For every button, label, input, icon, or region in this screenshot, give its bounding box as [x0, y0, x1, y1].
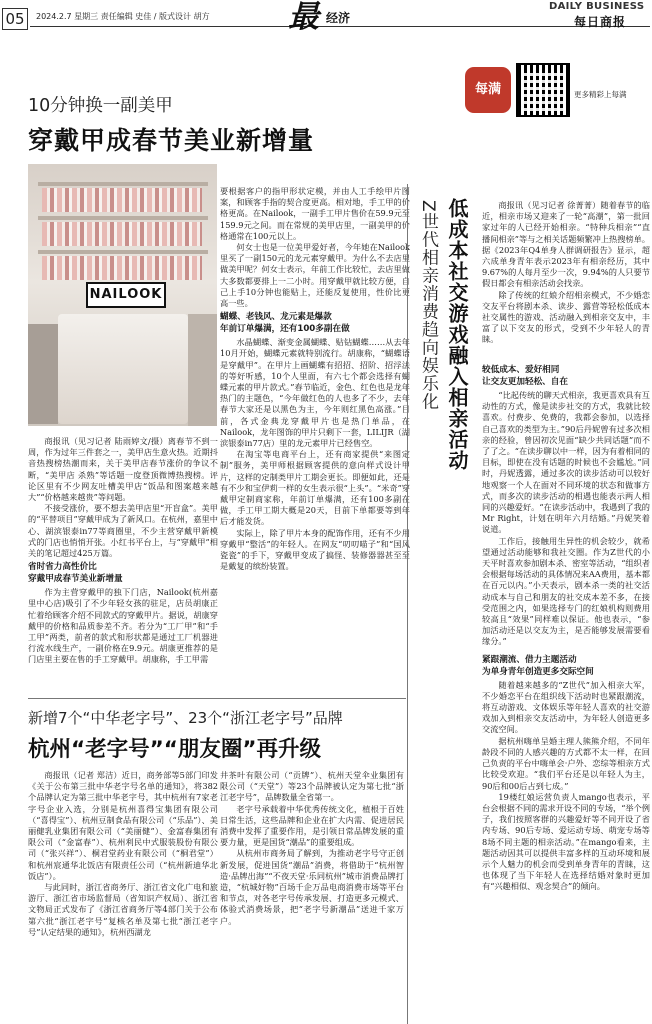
section-big-char: 最: [288, 0, 319, 35]
brand-english: DAILY BUSINESS: [549, 1, 645, 12]
dateline: 2024.2.7 星期三 责任编辑 史佳 / 版式设计 胡方: [36, 12, 210, 21]
paragraph: 水晶蝴蝶、渐变金属蝴蝶、贴钻蝴蝶……从去年10月开始，蝴蝶元素就特别流行。胡康称，“蝴蝶语是穿戴甲”。在甲片上画蝴蝶有招招、招阶、招浮法的等好听感，10个人里面，有六七个都会选择有蝴蝶元素的甲片款式。”春节临近，金色、红色也是龙年热门的主题色，“今年做红色的人也多了不少，去年春节大家还是以黑色为主，今年则红黑色高涨。”目前，各式金典龙穿戴甲片也是热门单品，在Nailook，龙年图饰的甲片只剩下一套，LILIJR（湖滨银泰in77店）里的龙元素甲片已经售空。: [220, 337, 410, 449]
article2-column2: [220, 770, 404, 927]
subheading: 紧跟潮流、借力主题活动 为单身青年创造更多交际空间: [482, 654, 594, 677]
article1-kicker: 10分钟换一副美甲: [28, 96, 173, 116]
sidebar-vertical-subtitle: Z世代相亲消费趋向娱乐化: [418, 200, 438, 411]
paragraph: 井茶叶有限公司（“贡牌”）、杭州天堂伞业集团有限公司（“天堂”）等23个品牌被认定为第七批“浙江老字号”，品牌数量全省第一。: [220, 770, 404, 803]
article2-kicker: 新增7个“中华老字号”、23个“浙江老字号”品牌: [28, 709, 343, 727]
subheading: 蝴蝶、老钱风、龙元素是爆款 年前订单爆满，还有100多副在做: [220, 312, 350, 335]
paragraph: 19楼红娘运营负责人mango也表示，平台会根据不同的需求开设不同的专场，“举个例子，我们按照客群的兴趣爱好等不同开设了省内专场、90后专场、爱运动专场、萌宠专场等8场不同主题的相亲活动。”在mango看来，主题活动因其可以提供丰富多样的互动环境和展示个人魅力的机会而受到单身青年的青睐，这也体现了当下年轻人在选择结婚对象时更加有“兴趣相似、观念契合”的倾向。: [482, 791, 650, 892]
paragraph: 商报讯（见习记者 陆雨婷文/摄）离春节不到一周，作为过年三件套之一，美甲店生意火热。近期抖音热搜榜热潮而来，关于美甲店春节涨价的争议不断，“美甲店 杀熟”等话题一度登顶微博热搜榜。评论区里有不少网友吐槽美甲店“饭品和图案越来越大”“价格越来越贵”等问题。: [28, 436, 218, 503]
sidebar-intro: [482, 200, 650, 346]
paragraph: 据杭州嗨单呈婚主理人熊熊介绍，不同年龄段不同的人感兴趣的方式都不太一样，在回己负责的平台中嗨单会·户外、恋综等相亲方式比较受欢迎。“我们平台还是以年轻人为主，90后和00后占到七成。”: [482, 735, 650, 791]
section-name: 经济: [326, 11, 351, 25]
paragraph: 商报讯（见习记者 徐菁菁）随着春节的临近，相亲市场又迎来了一轮“高潮”，第一批回家过年的人已经开始相亲。“特种兵相亲”“直播间相亲”等与之相关话题频繁冲上热搜榜单。据《2023年Q4单身人群调研报告》显示，超六成单身青年表示2023年有相亲经历，其中9.67%的人每月至少一次，9.94%的人只要节假日都会有相亲活动会找亲。: [482, 200, 650, 289]
article1-headline[interactable]: 穿戴甲成春节美业新增量: [28, 126, 315, 155]
brand-chinese: 每日商报: [574, 15, 627, 29]
article1-column1: [28, 436, 218, 666]
paragraph: 在淘宝等电商平台上，还有商家提供“来图定制”服务，美甲师根据顾客提供的意向样式设计甲片，这样的定制类甲片工期会更长。即便如此，还是有不少和宝伊莉一样的女生表示很“上头”。“米奇”穿戴甲定制商家称，年前订单爆满，还有100多副在做，手工甲工期大概是20天，目前下单都要等到年后才能发货。: [220, 449, 410, 527]
subheading: 较低成本、爱好相同 让交友更加轻松、自在: [482, 365, 568, 387]
paragraph: 除了传统的红娘介绍相亲模式，不少婚恋交友平台将剧本杀、读步、露营等轻松低成本社交属性的游戏、活动融入到相亲交友中，丰富了以下交友的形式，受到不少年轻人的青睐。: [482, 289, 650, 345]
paragraph: 与此同时，浙江省商务厅、浙江省文化广电和旅游厅、浙江省市场监督局（省知识产权局）、浙江省文物局正式发布了《浙江省商务厅等4部门关于公布第六批“浙江老字号”复核名单及第七批“浙江老字号”认定结果的通知》，杭州西湖龙: [28, 882, 218, 937]
paragraph: 从杭州市商务局了解到，为推动老字号守正创新发展，促进国货“潮品”消费，将借助于“杭州智造·品牌出海”“不夜天堂·乐同杭州”城市消费品牌打造，“杭城好物”百场千企万品电商消费市场等平台和节点，对各老字号传承发展、打造更多元模式、体验式消费场景，把“老字号新潮品”送进千家万户。: [220, 848, 404, 926]
article2-headline[interactable]: 杭州“老字号”“朋友圈”再升级: [28, 737, 322, 762]
paragraph: 不接受涨价，要不想去美甲店里“开盲盒”。美甲的“平替项目”穿戴甲成为了新风口。在杭州，嘉里中心、湖滨银泰in77等商圈里，不少主营穿戴甲新模式的门店也悄悄开张。小红书平台上，与“穿戴甲”相关的笔记超过425万篇。: [28, 503, 218, 559]
article1-column2: [220, 186, 410, 573]
divider: [28, 698, 406, 699]
qr-code-icon[interactable]: [516, 63, 570, 117]
paragraph: 实际上，除了甲片本身的配饰作用，还有不少用穿戴甲“整活”的年轻人。在网友“叨叨喵子”和“国风瓷瓷”的手下，穿戴甲变成了搞怪、装修器器甚至至是戴复的缤纷装置。: [220, 527, 410, 572]
paragraph: 商报讯（记者 郑洁）近日，商务部等5部门印发《关于公布第三批中华老字号名单的通知》，将382个品牌认定为第三批中华老字号，其中杭州有7家老字号企业入选，分别是杭州喜得宝集团有限公司（“喜得宝”）、杭州豆制食品有限公司（“乐品”）、美丽健乳业集团有限公司（“美丽健”）、金富春集团有限公司（“金富春”）、杭州利民中式服装股份有限公司（“张兴祥”）、桐君堂药业有限公司（“桐君堂”）和杭州宸通华北饭店有限责任公司（“杭州新迪华北饭店”）。: [28, 770, 218, 881]
qr-caption: 更多精彩上每满: [574, 90, 627, 99]
paragraph: 工作后，接触用生异性的机会较少，就希望通过活动能够和我社交圈。作为Z世代的小天平时喜欢参加剧本杀、密室等活动，“组织者会根据每场活动的具体情况来AA费用，基本都在百元以内。”小天表示，剧本杀一类的社交活动成本与自己和朋友的社交成本差不多，在接受范围之内，如果选择专门的红娘机构则费用较高且“效果”同样难以保证。他也表示，“参加活动还是以交友为主，是否能够发展需要看缘分。”: [482, 535, 650, 647]
app-logo: 每满: [465, 67, 511, 113]
nail-shop-photo: [28, 164, 217, 426]
header-rule: [30, 26, 650, 27]
sidebar-body: [482, 362, 650, 893]
paragraph: 作为主营穿戴甲的独下门店，Nailook(杭州嘉里中心店)吸引了不少年轻女孩的驻足，店员胡康正忙着给顾客介绍不同款式的穿戴甲片。据说，胡康穿戴甲的价格和品质参差不齐。若分为“工厂甲”和“手工甲”两类，前者的款式和形状都是通过工厂机器进行流水线生产，一副价格在9.9元。胡康更推荐的是门店里主要在售的手工穿戴甲。胡康称，手工甲需: [28, 587, 218, 665]
paragraph: 要根据客户的指甲形状定模，并由人工手绘甲片图案，和顾客手指的契合度更高。相对地，手工甲的价格更高。在Nailook，一副手工甲片售价在59.9元至159.9元之间。而在常规的美甲店里，一副美甲的价格通常在100元以上。: [220, 186, 410, 241]
paragraph: 老字号承载着中华优秀传统文化，植根于百姓日常生活，这些品牌和企业在扩大内需、促进居民消费中发挥了重要作用，是引领日常品牌发展的重要力量，更是国货“潮品”的重要组成。: [220, 803, 404, 848]
paragraph: 何女士也是一位美甲爱好者，今年她在Nailook里买了一副150元的龙元素穿戴甲。为什么不去店里做美甲呢？何女士表示，年前工作比较忙，去店里做大多数都要排上一二小时。用穿戴甲就比较方便，自己上手10分钟也能贴上，还能反复使用，性价比更高一些。: [220, 242, 410, 309]
sidebar-vertical-title[interactable]: 低成本社交游戏融入相亲活动: [445, 198, 469, 471]
paragraph: 随着越来越多的“Z世代”加入相亲大军，不少婚恋平台在组织线下活动时也紧跟潮流，将互动游戏、文体娱乐等年轻人喜欢的社交游戏加入到相亲交友活动中，为年轻人创造更多交流空间。: [482, 679, 650, 735]
article2-column1: [28, 770, 218, 938]
paragraph: “比起传统的聊天式相亲，我更喜欢具有互动性的方式，像是读步社交的方式，我就比较喜欢。付费步、免费的，我都会参加，以选择自己喜欢的类型为主。”90后丹妮曾有过多次相亲的经验，曾因初次见面“缺少共同话题”而不了了之。“在读步聊以中一样，因为有着相同的目标，即使在没有话题的时候也不会尴尬。”同时，丹妮透露，通过多次的读步活动可以较好地观察一个人在面对不同环境的状态和做事方式，而多次的读步活动的相遇也能表示两人相同的兴趣爱好。“在读步活动中，我遇到了我的 Mr Right，计划在明年六月结婚。”丹妮笑着说道。: [482, 390, 650, 535]
subheading: 省时省力高性价比 穿戴甲成春节美业新增量: [28, 562, 123, 585]
shop-sign: NAILOOK: [86, 282, 166, 308]
page-number: 05: [2, 8, 28, 30]
